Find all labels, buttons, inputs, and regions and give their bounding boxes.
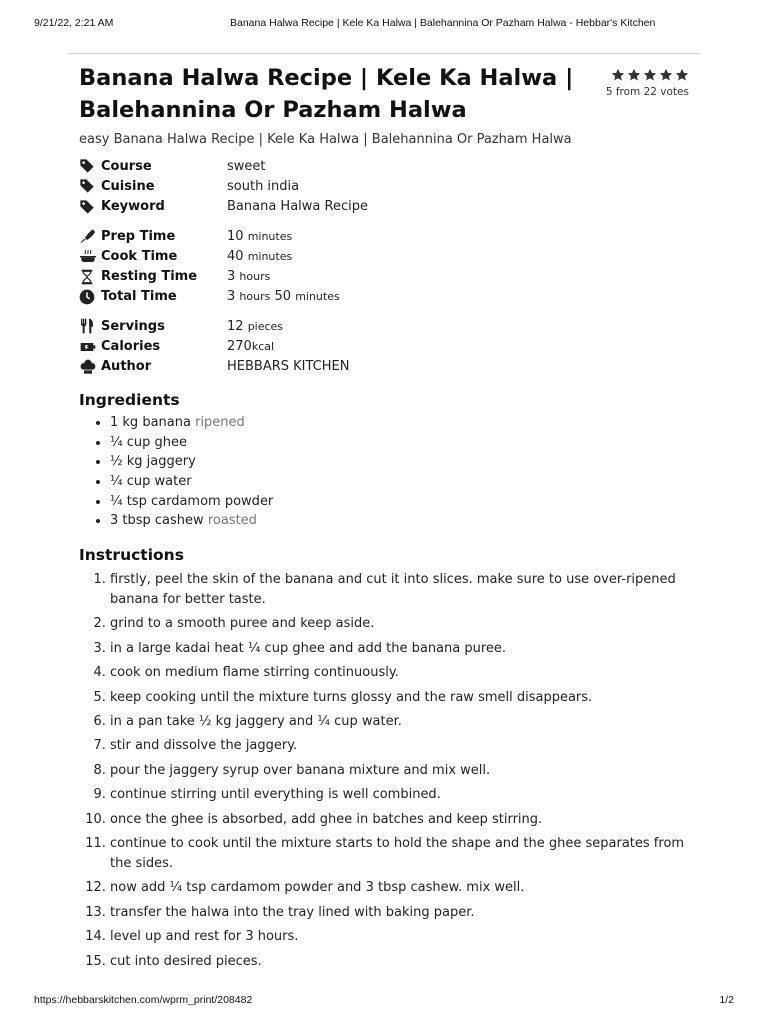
meta-total-time-value [227,289,340,304]
chef-hat-icon [79,359,97,375]
meta-calories-value [227,339,274,354]
cook-time-unit: minutes [247,249,293,263]
meta-prep-time-value [227,229,292,244]
meta-resting-time [79,266,689,286]
clock-icon [79,289,97,305]
meta-course [79,156,689,176]
recipe-card [79,62,689,976]
instruction-step: 5. keep cooking until the mixture turns glossy and the raw smell disappears. [110,688,689,708]
calories-unit: kcal [251,340,275,354]
ingredients-heading: Ingredients [79,390,180,409]
ingredient-item [110,511,689,531]
total-time-minutes-unit: minutes [295,290,340,304]
instruction-step: 1. firstly, peel the skin of the banana and cut it into slices. make sure to use over-ripened banana for better taste. [110,570,689,610]
ingredient-text: ¼ cup ghee [110,434,187,450]
resting-time-unit: hours [239,270,271,284]
meta-prep-time [79,226,689,246]
instruction-step: 11. continue to cook until the mixture starts to hold the shape and the ghee separates from the sides. [110,834,689,874]
print-url: https://hebbarskitchen.com/wprm_print/208482 [34,994,253,1006]
meta-course-value: sweet [227,158,266,174]
instruction-step: 13. transfer the halwa into the tray lined with baking paper. [110,903,689,923]
ingredient-item [110,472,689,492]
cutlery-icon [79,318,97,334]
servings-unit: pieces [247,319,284,333]
ingredient-text: ¼ cup water [110,474,192,490]
resting-time-number: 3 [227,269,236,285]
meta-calories-label: Calories [101,339,161,355]
instructions-section [79,546,689,971]
battery-icon [79,339,97,355]
hourglass-icon [79,269,97,285]
tag-icon [79,199,97,215]
meta-cook-time [79,246,689,266]
print-page-title: Banana Halwa Recipe | Kele Ka Halwa | Balehannina Or Pazham Halwa - Hebbar's Kitchen [230,17,656,29]
ingredient-text: ½ kg jaggery [110,454,196,470]
meta-cuisine-label: Cuisine [101,178,155,194]
knife-icon [79,228,97,244]
meta-author-label: Author [101,359,152,375]
print-datetime: 9/21/22, 2:21 AM [34,17,114,29]
meta-servings-label: Servings [101,318,165,334]
cook-time-number: 40 [227,248,244,264]
recipe-summary: easy Banana Halwa Recipe | Kele Ka Halwa | Balehannina Or Pazham Halwa [79,132,572,147]
ingredient-item [110,413,689,433]
servings-number[interactable]: 12 [227,318,244,334]
instruction-step: 7. stir and dissolve the jaggery. [110,736,689,756]
meta-total-time [79,287,689,307]
recipe-title: Banana Halwa Recipe | Kele Ka Halwa | Balehannina Or Pazham Halwa [79,65,574,123]
rating-votes-text: 5 from 22 votes [605,86,689,98]
meta-cuisine [79,176,689,196]
tag-icon [79,158,97,174]
instruction-step: 2. grind to a smooth puree and keep aside. [110,614,689,634]
meta-author-value: HEBBARS KITCHEN [227,359,350,375]
meta-cook-time-label: Cook Time [101,248,178,264]
instruction-step: 6. in a pan take ½ kg jaggery and ¼ cup water. [110,712,689,732]
meta-resting-time-label: Resting Time [101,269,198,285]
ingredient-note: ripened [195,414,245,430]
ingredient-item [110,433,689,453]
tag-icon [79,178,97,194]
instructions-heading: Instructions [79,546,184,565]
meta-total-time-label: Total Time [101,289,177,305]
instructions-list [79,570,689,971]
ingredient-item [110,492,689,512]
meta-keyword-label: Keyword [101,199,165,215]
instruction-step: 10. once the ghee is absorbed, add ghee in batches and keep stirring. [110,810,689,830]
instruction-step: 9. continue stirring until everything is well combined. [110,785,689,805]
instruction-step: 8. pour the jaggery syrup over banana mixture and mix well. [110,761,689,781]
page-number: 1/2 [719,994,734,1006]
pot-icon [79,248,97,264]
recipe-times [79,226,689,307]
ingredient-text: 1 kg banana [110,414,191,430]
ingredients-list [79,413,689,531]
recipe-details [79,316,689,377]
recipe-tags [79,156,689,217]
meta-keyword [79,197,689,217]
ingredient-text: ¼ tsp cardamom powder [110,493,274,509]
total-time-hours: 3 [227,289,236,305]
ingredient-note: roasted [207,513,257,529]
prep-time-unit: minutes [247,229,293,243]
instruction-step: 3. in a large kadai heat ¼ cup ghee and add the banana puree. [110,639,689,659]
meta-cook-time-value [227,249,292,264]
calories-number: 270 [227,339,252,355]
ingredient-item [110,452,689,472]
header-divider [68,53,700,54]
meta-resting-time-value [227,269,270,284]
meta-cuisine-value: south india [227,178,300,194]
instruction-step: 14. level up and rest for 3 hours. [110,927,689,947]
prep-time-number: 10 [227,228,244,244]
meta-author [79,357,689,377]
meta-servings-value [227,319,283,334]
ingredient-text: 3 tbsp cashew [110,513,204,529]
meta-calories [79,336,689,356]
meta-prep-time-label: Prep Time [101,228,176,244]
meta-course-label: Course [101,158,152,174]
ingredients-section [79,391,689,531]
total-time-minutes: 50 [274,289,292,305]
total-time-hours-unit: hours [239,290,271,304]
meta-servings [79,316,689,336]
instruction-step: 15. cut into desired pieces. [110,952,689,972]
print-header [0,0,768,40]
instruction-step: 12. now add ¼ tsp cardamom powder and 3 tbsp cashew. mix well. [110,878,689,898]
instruction-step: 4. cook on medium flame stirring continuously. [110,663,689,683]
meta-keyword-value: Banana Halwa Recipe [227,199,368,215]
